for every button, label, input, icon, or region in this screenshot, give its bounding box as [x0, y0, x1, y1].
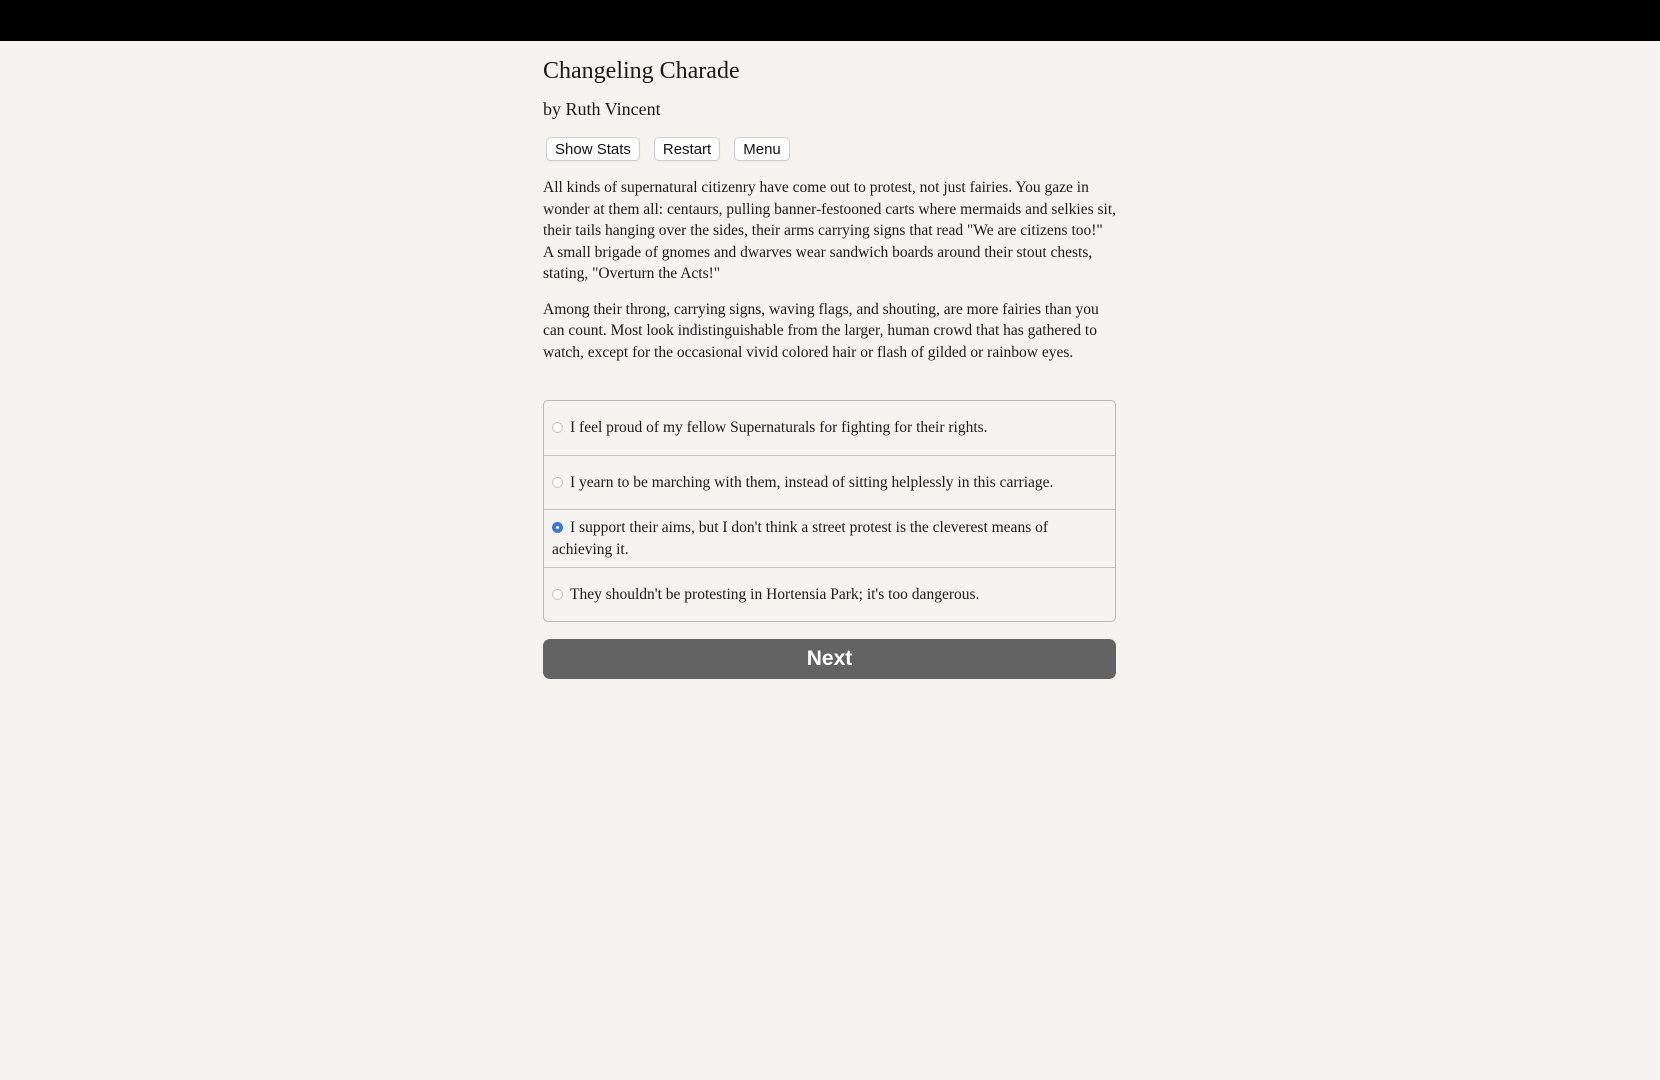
- story-paragraph: All kinds of supernatural citizenry have come out to protest, not just fairies. You gaze in wonder at them all: centaurs, pulling banner-festooned carts where mermaids and selkies sit, their tails hanging over the sides, their arms carrying signs that read "We are citizens too!" A small brigade of gnomes and dwarves wear sandwich boards around their stout chests, stating, "Overturn the Acts!": [543, 179, 1117, 282]
- choice-label: They shouldn't be protesting in Hortensia Park; it's too dangerous.: [570, 585, 980, 603]
- restart-button[interactable]: Restart: [654, 137, 720, 161]
- story-text: [543, 177, 1116, 377]
- choice-option-3[interactable]: [544, 509, 1115, 567]
- choice-label: I feel proud of my fellow Supernaturals for fighting for their rights.: [570, 419, 988, 437]
- top-bar: [0, 0, 1660, 41]
- choice-label: I yearn to be marching with them, instead of sitting helplessly in this carriage.: [570, 473, 1054, 491]
- menu-button[interactable]: Menu: [734, 137, 790, 161]
- toolbar: [546, 137, 790, 161]
- next-button[interactable]: Next: [543, 639, 1116, 679]
- radio-button-selected-icon[interactable]: [552, 522, 563, 533]
- radio-button-icon[interactable]: [552, 422, 563, 433]
- game-author: by Ruth Vincent: [543, 99, 661, 119]
- story-paragraph: Among their throng, carrying signs, waving flags, and shouting, are more fairies than you can count. Most look indistinguishable from the larger, human crowd that has gathered to watch, except for the occasional vivid colored hair or flash of gilded or rainbow eyes.: [543, 300, 1099, 361]
- radio-button-icon[interactable]: [552, 477, 563, 488]
- choice-list: [543, 400, 1116, 622]
- show-stats-button[interactable]: Show Stats: [546, 137, 640, 161]
- game-title: Changeling Charade: [543, 58, 740, 84]
- choice-option-2[interactable]: [544, 455, 1115, 509]
- choice-option-1[interactable]: [544, 401, 1115, 455]
- choice-option-4[interactable]: [544, 567, 1115, 621]
- choice-label: I support their aims, but I don't think a street protest is the cleverest means of achieving it.: [552, 519, 1049, 558]
- radio-button-icon[interactable]: [552, 589, 563, 600]
